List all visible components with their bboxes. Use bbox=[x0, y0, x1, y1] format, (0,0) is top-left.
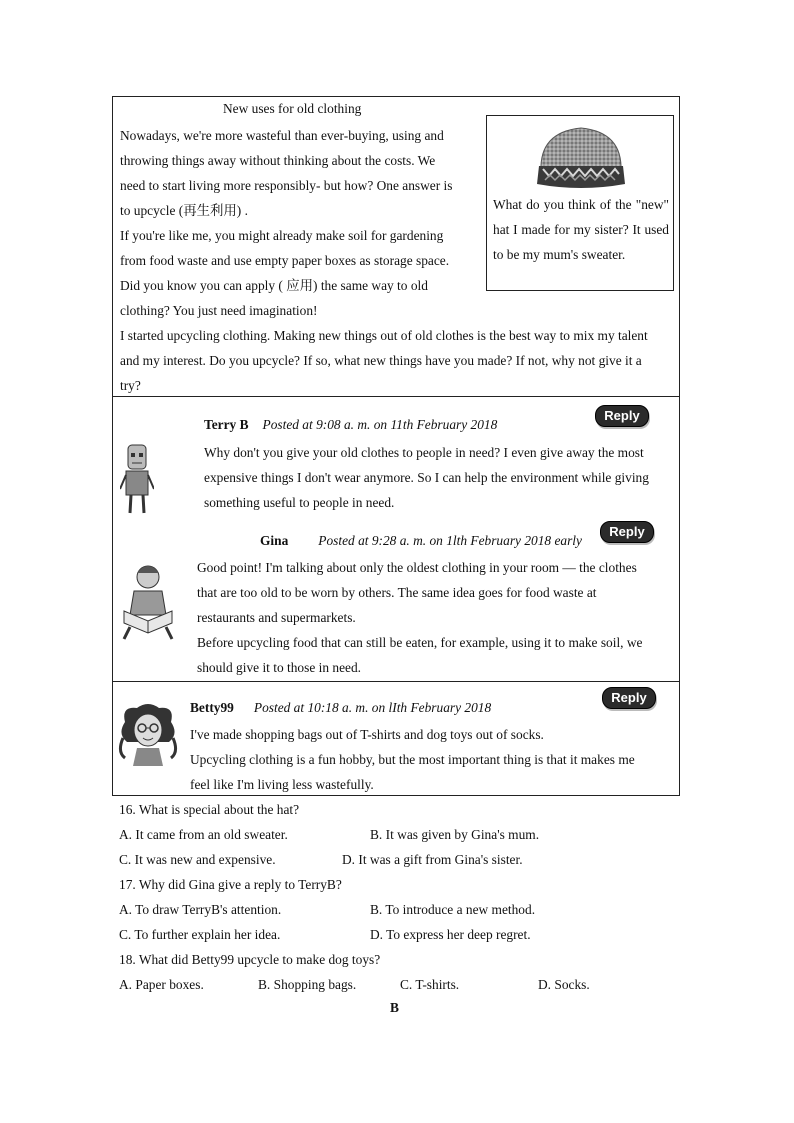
reply-button-terry[interactable]: Reply bbox=[595, 405, 649, 427]
post-body-gina bbox=[197, 555, 674, 680]
text-line: expensive things I don't wear anymore. So I can help the environment while giving bbox=[204, 470, 649, 485]
text-line: If you're like me, you might already make soil for gardening bbox=[120, 228, 444, 243]
author-name: Betty99 bbox=[190, 700, 234, 715]
section-heading-b: B bbox=[390, 1000, 399, 1015]
photo-caption: What do you think of the "new" hat I made for my sister? It used to be my mum's sweater. bbox=[493, 197, 669, 262]
betty-comment-section bbox=[113, 682, 679, 795]
text-line: Upcycling clothing is a fun hobby, but the most important thing is that it makes me bbox=[190, 752, 635, 767]
text-line: I've made shopping bags out of T-shirts and dog toys out of socks. bbox=[190, 727, 544, 742]
question-16: 16. What is special about the hat? bbox=[119, 802, 300, 817]
text-line: throwing things away without thinking about the costs. We bbox=[120, 153, 436, 168]
article-paragraph-3 bbox=[120, 323, 674, 398]
article-title: New uses for old clothing bbox=[223, 101, 362, 116]
text-line: Nowadays, we're more wasteful than ever-buying, using and bbox=[120, 128, 444, 143]
author-name: Gina bbox=[260, 533, 289, 548]
knitted-hat-image bbox=[531, 122, 631, 190]
text-line: clothing? You just need imagination! bbox=[120, 303, 318, 318]
option-17-b[interactable]: B. To introduce a new method. bbox=[370, 902, 536, 917]
option-18-d[interactable]: D. Socks. bbox=[538, 977, 590, 992]
text-line: and my interest. Do you upcycle? If so, what new things have you made? If not, why not give it a bbox=[120, 353, 642, 368]
question-18: 18. What did Betty99 upcycle to make dog toys? bbox=[119, 952, 381, 967]
option-16-a[interactable]: A. It came from an old sweater. bbox=[119, 827, 288, 842]
post-header-gina bbox=[260, 533, 582, 549]
text-line: Good point! I'm talking about only the oldest clothing in your room — the clothes bbox=[197, 560, 637, 575]
post-body-betty bbox=[190, 722, 674, 797]
text-line: to upcycle (再生利用) . bbox=[120, 203, 248, 218]
text-line: Why don't you give your old clothes to people in need? I even give away the most bbox=[204, 445, 644, 460]
option-17-d[interactable]: D. To express her deep regret. bbox=[370, 927, 531, 942]
post-body-terry bbox=[204, 440, 674, 515]
article-section bbox=[113, 97, 679, 397]
option-17-a[interactable]: A. To draw TerryB's attention. bbox=[119, 902, 282, 917]
author-name: Terry B bbox=[204, 417, 249, 432]
reply-button-betty[interactable]: Reply bbox=[602, 687, 656, 709]
reply-button-gina[interactable]: Reply bbox=[600, 521, 654, 543]
option-16-b[interactable]: B. It was given by Gina's mum. bbox=[370, 827, 540, 842]
terry-avatar bbox=[120, 443, 154, 517]
gina-avatar bbox=[120, 561, 176, 641]
reading-passage-frame bbox=[112, 96, 680, 796]
text-line: restaurants and supermarkets. bbox=[197, 610, 356, 625]
text-line: need to start living more responsibly- but how? One answer is bbox=[120, 178, 453, 193]
text-line: from food waste and use empty paper boxes as storage space. bbox=[120, 253, 450, 268]
text-line: I started upcycling clothing. Making new things out of old clothes is the best way to mix my talent bbox=[120, 328, 648, 343]
question-17: 17. Why did Gina give a reply to TerryB? bbox=[119, 877, 342, 892]
post-timestamp: Posted at 10:18 a. m. on lIth February 2018 bbox=[253, 700, 492, 715]
article-paragraph-1 bbox=[120, 123, 474, 323]
text-line: feel like I'm living less wastefully. bbox=[190, 777, 374, 792]
option-18-a[interactable]: A. Paper boxes. bbox=[119, 977, 204, 992]
text-line: Did you know you can apply ( 应用) the same way to old bbox=[120, 278, 428, 293]
text-line: should give it to those in need. bbox=[197, 660, 362, 675]
comments-section bbox=[113, 397, 679, 682]
option-16-d[interactable]: D. It was a gift from Gina's sister. bbox=[342, 852, 523, 867]
text-line: something useful to people in need. bbox=[204, 495, 395, 510]
option-18-c[interactable]: C. T-shirts. bbox=[400, 977, 460, 992]
option-16-c[interactable]: C. It was new and expensive. bbox=[119, 852, 276, 867]
text-line: that are too old to be worn by others. The same idea goes for food waste at bbox=[197, 585, 597, 600]
option-18-b[interactable]: B. Shopping bags. bbox=[258, 977, 357, 992]
post-header-betty bbox=[190, 700, 491, 716]
text-line: Before upcycling food that can still be eaten, for example, using it to make soil, we bbox=[197, 635, 643, 650]
post-header-terry bbox=[204, 417, 497, 433]
hat-photo-box bbox=[486, 115, 674, 291]
text-line: try? bbox=[120, 378, 141, 393]
post-timestamp: Posted at 9:08 a. m. on 11th February 2018 bbox=[262, 417, 498, 432]
post-timestamp: Posted at 9:28 a. m. on 1lth February 2018 early bbox=[318, 533, 582, 548]
option-17-c[interactable]: C. To further explain her idea. bbox=[119, 927, 281, 942]
betty-avatar bbox=[117, 702, 179, 766]
